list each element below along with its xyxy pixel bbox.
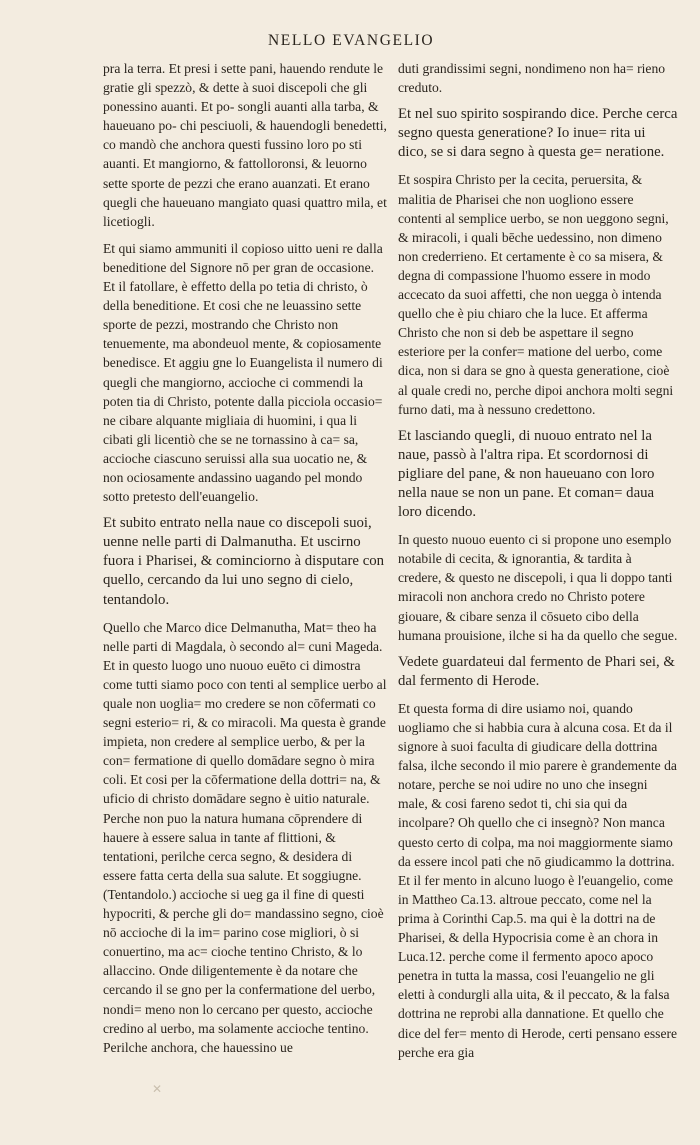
scripture-paragraph: Et nel suo spirito sospirando dice. Perche cerca segno questa generatione? Io inue= rita ui dico, se si dara segno à questa ge= neratione. <box>398 106 678 161</box>
scripture-paragraph: Et subito entrato nella naue co discepoli suoi, uenne nelle parti di Dalmanutha. Et uscirno fuora i Pharisei, & cominciorno à disputare con quello, cercando da lui uno segno di cielo, tentandolo. <box>103 515 385 608</box>
scripture-paragraph: Vedete guardateui dal fermento de Phari sei, & dal fermento di Herode. <box>398 653 675 689</box>
paragraph: Et sospira Christo per la cecita, peruersita, & malitia de Pharisei che non uogliono essere contenti al semplice uerbo, se non ueggono segni, & miracoli, i quali bēche uedessino, non dimeno non crederrieno. Et certamente è co sa misera, & degna di compassione l'huomo essere in modo accecato da suoi affetti, che non uegga ò intenda quello che è piu chiaro che la luce. Et afferma Christo che non si deb be aspettare il segno esteriore per la confer= matione del uerbo, come dica, non si dara se gno à questa generatione, cioè al quale credi no, perche dipoi anchora molti segni furno dati, ma à nessuno credettono. <box>398 172 674 417</box>
paragraph: pra la terra. Et presi i sette pani, hauendo rendute le gratie gli spezzò, & dette à suoi discepoli che gli ponessino auanti. Et po- songli auanti alla tarba, & haueuano po- chi pesciuoli, & hauendogli benedetti, co mandò che anchora questi fussino loro po sti auanti. Et mangiorno, & fattolloronsi, & leuorno sette sporte de pezzi che erano auanzati. Et erano quegli che haueuano mangiato quasi quattro mila, et licetiogli. <box>103 61 387 229</box>
running-header: NELLO EVANGELIO <box>268 32 435 49</box>
paragraph: Et qui siamo ammuniti il copioso uitto ueni re dalla beneditione del Signore nō per gran de occasione. Et il fatollare, è effetto della po tetia di christo, ò della beneditione. Et cosi che ne leuassino sette sporte de pezzi, mostrando che Christo non tenuemente, ma abondeuol mente, & copiosamente benedisce. Et aggiu gne lo Euangelista il numero di quegli che mangiorno, accioche ci commendi la poten tia di Christo, potente dalla picciola occasio= ne cibare alquante migliaia di huomini, i qua li cibati gli licentiò che se ne tornassino à ca= sa, accioche ciascuno seruissi alla sua uocatio ne, & non ociosamente andassino uagando pel mondo sotto pretesto dell'euangelio. <box>103 240 383 505</box>
left-column <box>103 59 388 1065</box>
paragraph: Quello che Marco dice Delmanutha, Mat= theo ha nelle parti di Magdala, ò secondo al= cuni Mageda. Et in questo luogo uno nuouo euēto ci dimostra come tutti siamo poco con tenti al semplice uerbo al quale non uoglia= mo credere se non cōfermati co segni esterio= ri, & co miracoli. Ma questa è grande impieta, non credere al semplice uerbo, & per la con= fermatione di quello domādare segno ò mira coli. Et cosi per la cōfermatione della dottri= na, & uficio di christo domādare segno è uitio naturale. Perche non puo la natura humana cōprendere di hauere à essere salua in tante af flittioni, & tentationi, perilche cerca segno, & desidera di essere fatta certa della sua salute. Et soggiugne. (Tentandolo.) accioche si ueg ga il fine di questi hypocriti, & perche gli do= mandassino segno, cioè nō accioche di la im= parino cose migliori, ò si conuertino, ma ac= cioche tentino Christo, & lo allaccino. Onde diligentemente è da notare che cercando il se gno per la confermatione del uerbo, nondi= meno non lo cercano per questo, accioche credino al uerbo, ma solamente accioche tentino. Perilche anchora, che hauessino ue <box>103 619 387 1055</box>
faint-bleedthrough-mark: ✕ <box>152 1082 163 1096</box>
paragraph: Et questa forma di dire usiamo noi, quando uogliamo che si habbia cura à alcuna cosa. Et da il signore à suoi faculta di giudicare della dottrina falsa, ilche secondo il mio parere è grandemente da notare, perche se noi udire no uno che insegni male, & cosi fareno sedot ti, chi sia qui da incolpare? Oh quello che ci insegnò? Non manca questo certo di colpa, ma noi maggiormente siamo da essere incol pati che nō giudicammo la dottrina. Et il fer mento in alcuno luogo è l'euangelio, come in Mattheo Ca.13. altroue peccato, come nel la prima à Corinthi Cap.5. ma qui è la dottri na de Pharisei, & della Hypocrisia come è an chora in Luca.12. perche come il fermento apoco apoco penetra in tutta la massa, cosi l'euangelio ne gli eletti à condurgli alla uita, & il peccato, & la falsa dottrina ne reprobi alla dannatione. Et quello che dice del fer= mento di Herode, certi pensano essere perche era gia <box>398 700 678 1060</box>
scripture-paragraph: Et lasciando quegli, di nuouo entrato nel la naue, passò à l'altra ripa. Et scordornosi di pigliare del pane, & non haueuano con loro nella naue se non un pane. Et coman= daua loro dicendo. <box>398 427 655 521</box>
paragraph: In questo nuouo euento ci si propone uno esemplo notabile di cecita, & ignorantia, & tardita à credere, & questo ne discepoli, i qua li doppo tanti miracoli non anchora credo no Christo potere giouare, & cibare senza il cōsueto cibo della humana prouisione, ilche si ha da quello che segue. <box>398 532 678 643</box>
paragraph: duti grandissimi segni, nondimeno non ha= rieno creduto. <box>398 61 666 96</box>
right-column <box>398 59 678 1070</box>
